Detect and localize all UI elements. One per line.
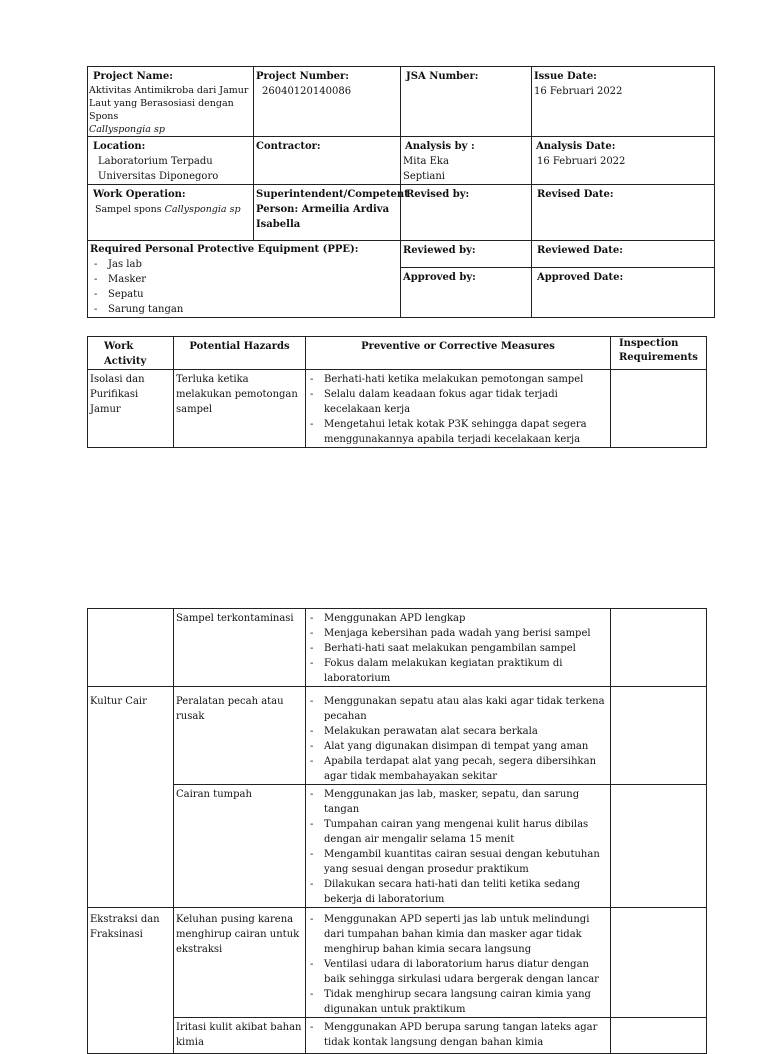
table-cell-activity: Isolasi dan Purifikasi Jamur [88,370,174,448]
table-cell-measures [306,687,611,785]
ppe-item: - Jas lab [90,257,398,272]
measure-item: - Menggunakan sepatu atau alas kaki agar tidak terkena pecahan [308,694,608,724]
approved-date-cell [532,268,715,318]
location-cell [88,137,254,185]
table-cell-activity: Ekstraksi dan Fraksinasi [88,908,174,1054]
measure-item: - Mengambil kuantitas cairan sesuai dengan kebutuhan yang sesuai dengan prosedur praktikum [308,847,608,877]
table-cell-measures [306,609,611,687]
analysis-by-label: Analysis by : [405,141,475,152]
location-line1: Laboratorium Terpadu [98,156,213,167]
table-cell-inspection [611,609,707,687]
table-cell-hazard: Terluka ketika melakukan pemotongan sampel [174,370,306,448]
project-name-cell [88,67,254,137]
contractor-label: Contractor: [256,141,321,152]
issue-date-label: Issue Date: [534,71,597,82]
measure-item: - Menggunakan APD berupa sarung tangan lateks agar tidak kontak langsung dengan bahan kimia [308,1020,608,1050]
table-cell-inspection [611,1018,707,1054]
col-header-measures: Preventive or Corrective Measures [306,337,611,370]
ppe-cell [88,241,401,318]
work-operation-value: Sampel spons Callyspongia sp [95,204,241,215]
measure-item: - Selalu dalam keadaan fokus agar tidak terjadi kecelakaan kerja [308,387,608,417]
measure-item: - Alat yang digunakan disimpan di tempat yang aman [308,739,608,754]
table-cell-hazard: Iritasi kulit akibat bahan kimia [174,1018,306,1054]
measure-item: - Fokus dalam melakukan kegiatan praktikum di laboratorium [308,656,608,686]
table-cell-activity: Kultur Cair [88,687,174,908]
measure-item: - Mengetahui letak kotak P3K sehingga dapat segera menggunakannya apabila terjadi kecelakaan kerja [308,417,608,447]
analysis-date-label: Analysis Date: [536,141,616,152]
revised-by-cell [401,185,532,241]
col-header-inspection: Inspection Requirements [611,337,707,370]
work-operation-label: Work Operation: [93,189,186,200]
table-cell-inspection [611,785,707,908]
project-number-value: 26040120140086 [262,86,352,97]
table-cell-hazard: Cairan tumpah [174,785,306,908]
work-operation-cell [88,185,254,241]
measure-item: - Menggunakan APD lengkap [308,611,608,626]
measure-item: - Dilakukan secara hati-hati dan teliti ketika sedang bekerja di laboratorium [308,877,608,907]
measure-item: - Tidak menghirup secara langsung cairan kimia yang digunakan untuk praktikum [308,987,608,1017]
issue-date-value: 16 Februari 2022 [534,86,623,97]
table-cell-inspection [611,687,707,785]
table-cell-hazard: Keluhan pusing karena menghirup cairan untuk ekstraksi [174,908,306,1018]
table-cell-measures [306,370,611,448]
table-cell-inspection [611,370,707,448]
reviewed-date-label: Reviewed Date: [537,245,623,256]
jsa-number-cell [401,67,532,137]
measure-item: - Berhati-hati saat melakukan pengambilan sampel [308,641,608,656]
measure-item: - Menggunakan APD seperti jas lab untuk melindungi dari tumpahan bahan kimia dan masker agar tidak menghirup bahan kimia secara langsung [308,912,608,957]
issue-date-cell [532,67,715,137]
analysis-by-line1: Mita Eka [403,156,449,167]
ppe-item: - Sepatu [90,287,398,302]
analysis-date-cell [532,137,715,185]
measure-item: - Berhati-hati ketika melakukan pemotongan sampel [308,372,608,387]
table-cell-hazard: Sampel terkontaminasi [174,609,306,687]
measure-item: - Menggunakan jas lab, masker, sepatu, dan sarung tangan [308,787,608,817]
measure-item: - Melakukan perawatan alat secara berkala [308,724,608,739]
reviewed-by-cell [401,241,532,268]
reviewed-date-cell [532,241,715,268]
project-number-cell [254,67,401,137]
table-cell-measures [306,908,611,1018]
ppe-item: - Masker [90,272,398,287]
table-cell-hazard: Peralatan pecah atau rusak [174,687,306,785]
project-number-label: Project Number: [256,71,349,82]
measure-item: - Tumpahan cairan yang mengenai kulit harus dibilas dengan air mengalir selama 15 menit [308,817,608,847]
jsa-header-table [87,66,715,318]
table-cell-measures [306,1018,611,1054]
ppe-label: Required Personal Protective Equipment (PPE): [90,244,359,255]
analysis-by-line2: Septiani [403,171,445,182]
measure-item: - Menjaga kebersihan pada wadah yang berisi sampel [308,626,608,641]
revised-date-label: Revised Date: [537,189,614,200]
ppe-list [90,257,398,317]
analysis-date-value: 16 Februari 2022 [537,156,626,167]
table-cell-measures [306,785,611,908]
revised-by-label: Revised by: [406,189,470,200]
project-name-label: Project Name: [93,71,173,82]
superintendent-cell: Superintendent/Competent Person: Armeilia Ardiva Isabella [254,185,401,241]
jsa-number-label: JSA Number: [406,71,479,82]
contractor-cell [254,137,401,185]
location-line2: Universitas Diponegoro [98,171,219,182]
ppe-item: - Sarung tangan [90,302,398,317]
table-cell-activity [88,609,174,687]
col-header-work-activity: Work Activity [88,337,174,370]
hazard-table-2 [87,608,707,1054]
project-name-value: Aktivitas Antimikroba dari Jamur Laut yang Berasosiasi dengan Spons Callyspongia sp [89,85,249,135]
revised-date-cell [532,185,715,241]
reviewed-by-label: Reviewed by: [403,245,476,256]
hazard-table-1 [87,336,707,448]
col-header-hazards: Potential Hazards [174,337,306,370]
table-cell-inspection [611,908,707,1018]
measure-item: - Apabila terdapat alat yang pecah, segera dibersihkan agar tidak membahayakan sekitar [308,754,608,784]
approved-by-label: Approved by: [403,272,476,283]
location-label: Location: [93,141,146,152]
approved-date-label: Approved Date: [537,272,624,283]
analysis-by-cell [401,137,532,185]
measure-item: - Ventilasi udara di laboratorium harus diatur dengan baik sehingga sirkulasi udara bergerak dengan lancar [308,957,608,987]
approved-by-cell [401,268,532,318]
